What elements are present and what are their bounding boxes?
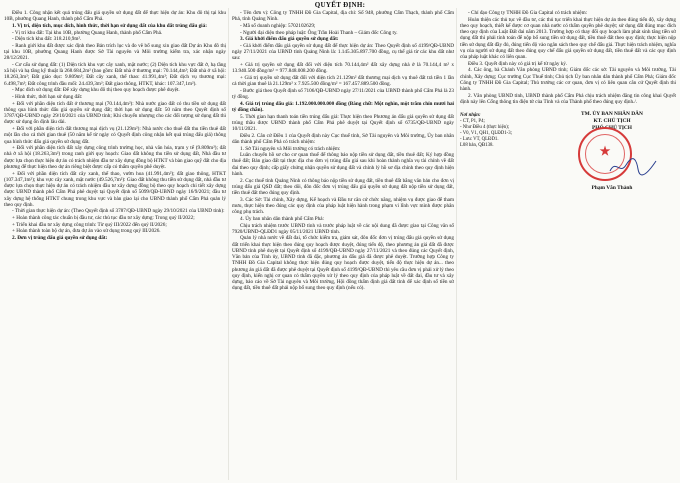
recipient-line: - Như Điều 4 (thực hiện); <box>460 125 510 131</box>
paragraph: + Đối với phần diện tích đất ở thương mại (70.144,4m²): Nhà nước giao đất có thu tiền sử dụng đất thông qua hình thức đấu giá quyền sử dụng đất; thời hạn sử dụng đất: 50 năm theo Quyết định số 3787/QĐ-UBND ngày 29/10/2021 của UBND tỉnh; Khi chuyển nhượng cho các đối tượng sử dụng đất thì được sử dụng ổn định lâu dài. <box>4 100 226 126</box>
signature-block <box>548 111 676 192</box>
paragraph: Điều 1. Công nhận kết quả trúng đấu giá quyền sử dụng đất để thực hiện dự án: Khu đô thị tại khu 10B, phường Quang Hanh, thành phố Cẩm Phả. <box>4 10 226 23</box>
paragraph: Điều 3. Quyết định này có giá trị kể từ ngày ký. <box>468 60 568 67</box>
paragraph: - Chỉ đạo Công ty TNHH Đồ Gia Capital có trách nhiệm: <box>468 10 588 16</box>
signature-line-2: KT. CHỦ TỊCH <box>593 117 631 124</box>
paragraph: 1. Vị trí, diện tích, mục đích, hình thức, thời hạn sử dụng đất của khu đất trúng đấu giá: <box>12 22 207 29</box>
paragraph: - Mã số doanh nghiệp: 5702102629; <box>240 22 316 29</box>
paragraph: + Giá trị quyền sử dụng đất đối với diện tích 21.129m² đất thương mại dịch vụ thuê đất trả tiền 1 lần cả thời gian thuê là 21.129m² x 7.925.500 đồng/m² = 167.457.889.500 đồng. <box>232 74 454 88</box>
star-icon: ★ <box>599 144 611 159</box>
signer-name: Phạm Văn Thành <box>591 185 633 192</box>
paragraph: + Đối với phần diện tích đất thương mại dịch vụ (21.129m²): Nhà nước cho thuê đất thu tiền thuê đất một lần cho cả thời gian thuê (50 năm kể từ ngày có Quyết định công nhận kết quả trúng đấu giá) thông qua hình thức đấu giá quyền sử dụng đất. <box>4 126 226 145</box>
decision-heading: QUYẾT ĐỊNH: <box>314 1 366 9</box>
paragraph: 4. Các ông, bà Chánh Văn phòng UBND tỉnh; Giám đốc các sở: Tài nguyên và Môi trường, Tài chính, Xây dựng; Cục trưởng Cục Thuế tỉnh; Chủ tịch Ủy ban nhân dân thành phố Cẩm Phả; Giám đốc Công ty TNHH Đồ Gia Capital; Thủ trưởng các cơ quan, đơn vị có liên quan căn cứ Quyết định thi hành. <box>460 67 676 93</box>
handwritten-signature <box>608 155 658 177</box>
text-column-3 <box>460 10 676 480</box>
paragraph: - Thời gian thực hiện dự án: (Theo Quyết định số 3787/QĐ-UBND ngày 29/10/2021 của UBND tỉnh): <box>12 208 225 215</box>
paragraph: - Người đại diện theo pháp luật: Ông Trần Hoài Thanh – Giám đốc Công ty. <box>240 29 398 36</box>
recipients-title: Nơi nhận: <box>460 113 481 119</box>
paragraph: Điều 2. Căn cứ Điều 1 của Quyết định này Cục thuế tỉnh, Sở Tài nguyên và Môi trường, Ủy ban nhân dân thành phố Cẩm Phả có trách nhiệm: <box>232 132 454 145</box>
paragraph: + Đối với phần diện tích đất cây xanh, thể thao, vườn hoa (41.991,4m²); đất giao thông, HTKT (107.347,1m²); khu vực cây xanh, mặt nước (49.526,7m²): Giao đất không thu tiền sử dụng đất, nhà đầu tư được lựa chọn thực hiện dự án có trách nhiệm đầu tư xây dựng đồng bộ theo quy hoạch chi tiết xây dựng được UBND thành phố Cẩm Phả phê duyệt tại Quyết định số 5099/QĐ-UBND ngày 16/9/2021; đầu tư xây dựng hệ thống HTKT chung trong khu vực và bàn giao lại cho UBND thành phố Cẩm Phả quản lý theo quy định. <box>4 170 226 208</box>
signature-line-3: PHÓ CHỦ TỊCH <box>591 124 633 131</box>
paragraph: - Ranh giới khu đất được xác định theo Bản trích lục và đo vẽ bổ sung xin giao đất Dự án Khu đô thị tại khu 10B, phường Quang Hanh được Sở Tài nguyên và Môi trường kiểm tra, xác nhận ngày 28/12/2021. <box>4 42 226 62</box>
paragraph: + Hoàn thành toàn bộ dự án, đưa dự án vào sử dụng trong quý III/2026. <box>12 228 161 235</box>
paragraph: - Hình thức, thời hạn sử dụng đất: <box>12 93 83 100</box>
paragraph: Quản lý nhà nước về đất đai, tổ chức kiểm tra, giám sát, đôn đốc đơn vị trúng đấu giá quyền sử dụng đất triển khai thực hiện theo đúng quy hoạch được duyệt, đúng tiến độ, theo phương án giá đất đã được UBND tỉnh phê duyệt tại Quyết định số 4199/QĐ-UBND ngày 27/11/2021 và theo đúng các Quyết định, Văn bản của Tỉnh ủy, UBND tỉnh đã đặc, phương án đấu giá đã được phê duyệt. Trường hợp Công ty TNHH Đồ Gia Capital không thực hiện đúng quy hoạch được duyệt, tiến độ thực hiện dự án... theo phương án giá đất đã được phê duyệt tại Quyết định số 4199/QĐ-UBND thì yêu cầu đơn vị phải xử lý theo quy định, kiến nghị cơ quan có thẩm quyền xử lý theo quy định của pháp luật về đất đai, đầu tư và xây dựng, báo cáo về Sở Tài nguyên và Môi trường, Hội đồng thẩm định giá đất tỉnh để xác định số tiền sử dụng đất, tiền thuê đất phải nộp bổ sung theo quy định (nếu có). <box>232 235 454 292</box>
paragraph: Chịu trách nhiệm trước UBND tỉnh và trước pháp luật về các nội dung đã được giao tại Công văn số 7920/UBND-QLĐD1 ngày 05/11/2021 UBND tỉnh. <box>232 222 454 235</box>
paragraph: Hoàn thiện các thủ tục về đầu tư, các thủ tục triển khai thực hiện dự án theo đúng tiến độ, xây dựng theo quy hoạch, thiết kế được cơ quan nhà nước có thẩm quyền phê duyệt; sử dụng đất đúng mục đích theo quy định của Luật Đất đai năm 2013. Trường hợp có thay đổi quy hoạch làm phát sinh tăng tiền sử dụng đất thì phải tính toán để nộp bổ sung tiền sử dụng đất, tiền thuê đất theo quy định; thực hiện nộp tiền sử dụng đất đầy đủ, đúng tiến độ vào ngân sách theo quy chế đấu giá. Thực hiện trách nhiệm, nghĩa vụ của người sử dụng đất theo đúng quy chế đấu giá quyền sử dụng đất, tiền thuê đất và các quy định của pháp luật khác có liên quan. <box>460 16 676 61</box>
paragraph: 2. Đơn vị trúng đấu giá quyền sử dụng đất: <box>12 235 108 241</box>
paragraph: - Diện tích khu đất: 318.210,9m². <box>12 36 82 43</box>
paragraph: - Bước giá theo Quyết định số 7106/QĐ-UBND ngày 27/11/2021 của UBND thành phố Cẩm Phả là 23 tỷ đồng. <box>232 87 454 100</box>
paragraph: + Đối với phần diện tích đất xây dựng công trình trường học, nhà văn hóa, trạm y tế (9.809m²); đất nhà ở xã hội (18.263,3m²) trong ranh giới quy hoạch: Giao đất không thu tiền sử dụng đất, Nhà đầu tư được lựa chọn thực hiện dự án có trách nhiệm đầu tư xây dựng đồng bộ HTKT và bàn giao quỹ đất cho địa phương để thực hiện theo dự án riêng biệt được cấp có thẩm quyền phê duyệt. <box>4 145 226 170</box>
paragraph: 4. Ủy ban nhân dân thành phố Cẩm Phả: <box>240 215 324 222</box>
signature-area <box>460 111 676 199</box>
recipients-list <box>460 113 540 149</box>
paragraph: - Tên đơn vị: Công ty TNHH Đồ Gia Capital, địa chỉ: Số 948, phường Cẩm Thạch, thành phố Cẩm Phả, tỉnh Quảng Ninh. <box>232 10 454 23</box>
paragraph: Luân chuyển hồ sơ cho cơ quan thuế để thông báo nộp tiền sử dụng đất, tiền thuê đất; Ký hợp đồng thuê đất; Bàn giao đất tại thực địa cho đơn vị trúng đấu giá sau khi hoàn thành nghĩa vụ tài chính về đất đai theo quy định; cấp giấy chứng nhận quyền sử dụng đất và chỉnh lý hồ sơ địa chính theo quy định hiện hành. <box>232 152 454 177</box>
paragraph: 1. Sở Tài nguyên và Môi trường có trách nhiệm: <box>240 145 341 152</box>
column-divider <box>228 8 229 480</box>
paragraph: - Cơ cấu sử dụng đất: (1) Diện tích khu vực cây xanh, mặt nước; (2) Diện tích khu vực đất ở, hạ tầng xã hội và hạ tầng kỹ thuật là 268.684,2m² (bao gồm: Đất nhà ở thương mại: 70.144,4m²; Đất nhà ở xã hội: 18.263,3m²; Đất giáo dục: 9.809m²; Đất cây xanh, thể thao: 41.991,4m²; Đất dịch vụ thương mại: 6.498,7m²; Đất công trình đầu mối: 24.439,3m²; Đất giao thông, HTKT, khác: 107.347,1m²). <box>4 61 226 87</box>
paragraph: + Giá trị quyền sử dụng đất đối với diện tích 70.144,4m² đất xây dựng nhà ở là 70.144,4 m² x 13.940.500 đồng/m² = 977.848.008.200 đồng. <box>232 61 454 75</box>
column-3-paragraphs <box>460 10 676 105</box>
signature-line-1: TM. ỦY BAN NHÂN DÂN <box>581 111 643 118</box>
recipient-line: - Lưu: VT, QLĐD1. <box>460 137 499 143</box>
text-column-2 <box>232 10 454 480</box>
text-column-1 <box>4 10 226 480</box>
recipient-line: - CT, P1, P4; <box>460 119 485 125</box>
column-divider <box>456 8 457 480</box>
paragraph: + Hoàn thành công tác chuẩn bị đầu tư, các thủ tục đầu tư xây dựng: Trong quý II/2022; <box>12 215 195 222</box>
paragraph: - Mục đích sử dụng đất: Để xây dựng khu đô thị theo quy hoạch được phê duyệt. <box>12 87 180 94</box>
recipient-line: - V0, V1, QH1, QLĐD1-3; <box>460 131 512 137</box>
paragraph: + Triển khai đầu tư xây dựng công trình: Từ quý III/2022 đến quý II/2026; <box>12 221 167 228</box>
paragraph: 2. Văn phòng UBND tỉnh, UBND thành phố Cẩm Phả chịu trách nhiệm đăng tin công khai Quyết định này lên Cổng thông tin điện tử của Tỉnh và của Thành phố theo đúng quy định./. <box>460 92 676 106</box>
paragraph: 2. Cục thuế tỉnh Quảng Ninh có thông báo nộp tiền sử dụng đất, tiền thuê đất bằng văn bản cho đơn vị trúng đấu giá QSD đất; theo dõi, đôn đốc đơn vị trúng đấu giá quyền sử dụng đất nộp tiền sử dụng đất, tiền thuê đất theo đúng quy định. <box>232 177 454 197</box>
paragraph: - Giá khởi điểm đấu giá quyền sử dụng đất để thực hiện dự án: Theo Quyết định số 4199/QĐ-UBND ngày 27/11/2021 của UBND tỉnh Quảng Ninh là: 1.145.305.897.700 đồng, cụ thể giá từ các khu đất như sau: <box>232 42 454 62</box>
paragraph: 3. Giá khởi điểm đấu giá quyền sử dụng đất: <box>240 36 339 43</box>
paragraph: 5. Thời gian hạn thanh toán tiền trúng đấu giá: Thực hiện theo Phương án đấu giá quyền sử dụng đất trúng thầu được UBND thành phố Cẩm Phả phê duyệt tại Quyết định số 6735/QĐ-UBND ngày 10/11/2021. <box>232 113 454 133</box>
recipient-line: L08 bản, QĐ138. <box>460 143 494 149</box>
paragraph: 4. Giá trị trúng đấu giá: 1.192.000.000.000 đồng (Bằng chữ: Một nghìn, một trăm chín mươi hai tỷ đồng chẵn). <box>232 100 454 113</box>
paragraph: - Vị trí khu đất: Tại khu 10B, phường Quang Hanh, thành phố Cẩm Phả. <box>12 29 163 36</box>
paragraph: 3. Các Sở: Tài chính, Xây dựng, Kế hoạch và Đầu tư căn cứ chức năng, nhiệm vụ được giao để tham mưu, thực hiện theo đúng các quy định của pháp luật hiện hành trong phạm vi lĩnh vực mình được phân công phụ trách. <box>232 196 454 216</box>
